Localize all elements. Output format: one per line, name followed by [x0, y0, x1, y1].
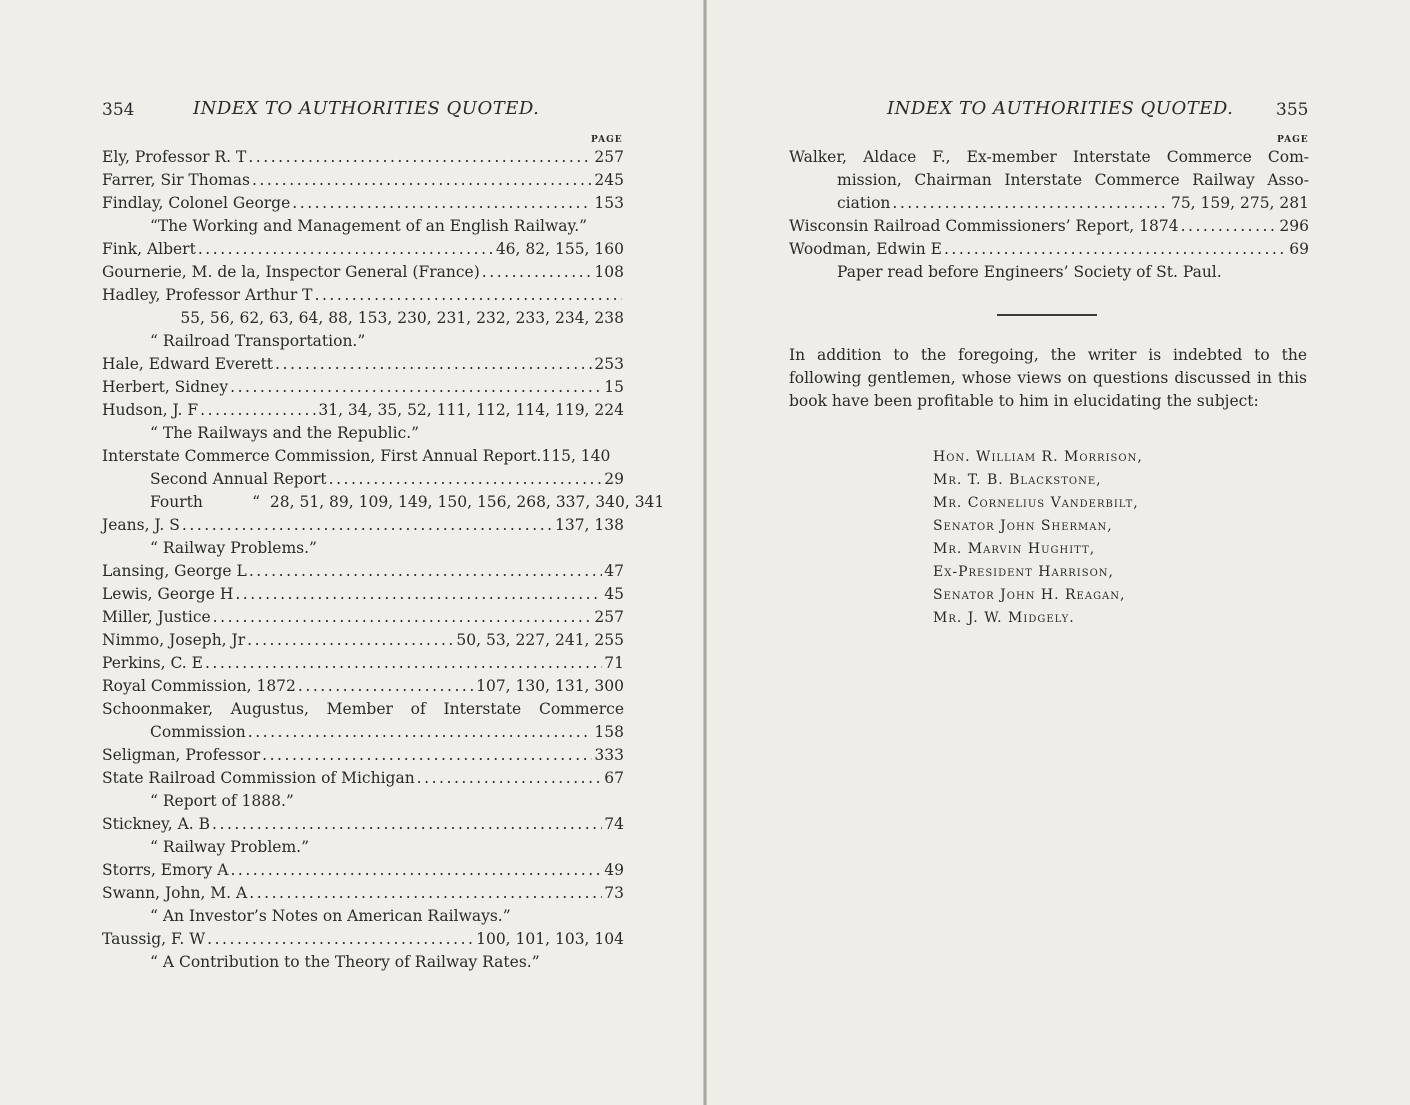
leader-dots	[249, 560, 602, 583]
entry-pages: 49	[604, 861, 624, 879]
page-column-label: PAGE	[1277, 135, 1309, 145]
entry-pages: 333	[594, 746, 624, 764]
entry-pages: 245	[594, 171, 624, 189]
entry-name: ciation	[837, 194, 891, 212]
index-subentry	[102, 721, 624, 744]
index-entry: Schoonmaker, Augustus, Member of Interstate Commerce	[102, 700, 624, 718]
page-number: 354	[102, 100, 135, 120]
entry-pages: 31, 34, 35, 52, 111, 112, 114, 119, 224	[318, 401, 624, 419]
leader-dots	[944, 238, 1287, 261]
entry-pages: 71	[604, 654, 624, 672]
entry-name: Royal Commission, 1872	[102, 677, 296, 695]
entry-pages: 50, 53, 227, 241, 255	[456, 631, 624, 649]
work-title: “ Railway Problems.”	[150, 539, 317, 557]
entry-pages: 74	[604, 815, 624, 833]
index-entry	[102, 169, 624, 192]
index-subentry	[102, 468, 624, 491]
work-title: “ Railway Problem.”	[150, 838, 309, 856]
work-title: “ An Investor’s Notes on American Railways.”	[150, 907, 511, 925]
right-page	[707, 0, 1410, 1105]
index-entry: Walker, Aldace F., Ex-member Interstate Commerce Com-	[789, 148, 1309, 166]
entry-name: Commission	[150, 723, 246, 741]
index-entry	[102, 859, 624, 882]
leader-dots	[249, 882, 602, 905]
entry-name: Taussig, F. W	[102, 930, 206, 948]
leader-dots	[213, 606, 593, 629]
section-divider	[997, 314, 1097, 316]
gentleman-name: Mr. Marvin Hughitt,	[933, 541, 1096, 557]
leader-dots	[198, 238, 494, 261]
leader-dots	[182, 514, 553, 537]
gentleman-name: Mr. Cornelius Vanderbilt,	[933, 495, 1139, 511]
index-entry	[102, 399, 624, 422]
leader-dots	[235, 583, 602, 606]
gentlemen-list	[933, 446, 1143, 630]
index-entry	[102, 192, 624, 215]
gentleman-name: Senator John H. Reagan,	[933, 587, 1126, 603]
leader-dots	[315, 284, 623, 307]
leader-dots	[247, 629, 454, 652]
gentleman-name: Senator John Sherman,	[933, 518, 1113, 534]
index-entry	[102, 353, 624, 376]
entry-pages: 67	[604, 769, 624, 787]
leader-dots	[230, 859, 602, 882]
entry-pages: 75, 159, 275, 281	[1170, 194, 1309, 212]
entry-pages: 29	[604, 470, 624, 488]
index-entry	[102, 514, 624, 537]
entry-pages: 47	[604, 562, 624, 580]
gentleman-name: Mr. T. B. Blackstone,	[933, 472, 1102, 488]
entry-name: Miller, Justice	[102, 608, 211, 626]
index-entry	[102, 560, 624, 583]
entry-name: Second Annual Report	[150, 470, 327, 488]
leader-dots	[298, 675, 474, 698]
entry-pages: 45	[604, 585, 624, 603]
index-subentry	[789, 192, 1309, 215]
entry-pages: 15	[604, 378, 624, 396]
index-entry	[102, 928, 624, 951]
work-title: “ Railroad Transportation.”	[150, 332, 366, 350]
index-entry	[102, 675, 624, 698]
leader-dots	[482, 261, 593, 284]
index-subentry: Fourth “ 28, 51, 89, 109, 149, 150, 156, 268, 337, 340, 341	[150, 493, 665, 511]
entry-name: Jeans, J. S	[102, 516, 180, 534]
leader-dots	[200, 399, 316, 422]
entry-pages: 296	[1279, 217, 1309, 235]
index-entry	[789, 215, 1309, 238]
entry-name: Perkins, C. E	[102, 654, 203, 672]
entry-name: Findlay, Colonel George	[102, 194, 291, 212]
index-entry	[102, 629, 624, 652]
index-entries	[102, 146, 665, 974]
index-entry	[102, 583, 624, 606]
index-entry	[102, 606, 624, 629]
leader-dots	[205, 652, 602, 675]
entry-pages: 46, 82, 155, 160	[495, 240, 624, 258]
index-entry: Interstate Commerce Commission, First Annual Report.115, 140	[102, 447, 611, 465]
page-number: 355	[1276, 100, 1309, 120]
entry-pages: 257	[594, 608, 624, 626]
leader-dots	[892, 192, 1169, 215]
leader-dots	[417, 767, 603, 790]
entry-name: Wisconsin Railroad Commissioners’ Report, 1874	[789, 217, 1179, 235]
entry-name: Storrs, Emory A	[102, 861, 229, 879]
page-continuation: 55, 56, 62, 63, 64, 88, 153, 230, 231, 232, 233, 234, 238	[180, 309, 624, 327]
entry-pages: 69	[1289, 240, 1309, 258]
entry-name: Woodman, Edwin E	[789, 240, 942, 258]
index-entry	[102, 652, 624, 675]
work-title: “ Report of 1888.”	[150, 792, 294, 810]
index-entry	[102, 376, 624, 399]
entry-pages: 257	[594, 148, 624, 166]
entry-pages: 108	[594, 263, 624, 281]
index-entry	[102, 767, 624, 790]
gentleman-name: Ex-President Harrison,	[933, 564, 1114, 580]
entry-pages: 107, 130, 131, 300	[476, 677, 624, 695]
entry-name: Seligman, Professor	[102, 746, 261, 764]
acknowledgement-paragraph: In addition to the foregoing, the writer is indebted to the following gentlemen, whose views on questions discussed in this book have been profitable to him in elucidating the subject:	[789, 346, 1307, 410]
entry-name: Farrer, Sir Thomas	[102, 171, 250, 189]
leader-dots	[292, 192, 592, 215]
work-title: Paper read before Engineers’ Society of St. Paul.	[837, 263, 1222, 281]
running-header: INDEX TO AUTHORITIES QUOTED.	[193, 98, 540, 119]
index-entry	[102, 261, 624, 284]
entry-name: Hudson, J. F	[102, 401, 199, 419]
entry-name: Lewis, George H	[102, 585, 234, 603]
leader-dots	[212, 813, 602, 836]
entry-pages: 100, 101, 103, 104	[476, 930, 624, 948]
entry-name: State Railroad Commission of Michigan	[102, 769, 415, 787]
index-entries	[789, 146, 1309, 284]
index-entry	[102, 882, 624, 905]
gentleman-name: Hon. William R. Morrison,	[933, 449, 1143, 465]
gentleman-name: Mr. J. W. Midgely.	[933, 610, 1075, 626]
work-title: “ The Railways and the Republic.”	[150, 424, 420, 442]
leader-dots	[1181, 215, 1278, 238]
entry-name: Lansing, George L	[102, 562, 247, 580]
leader-dots	[248, 721, 593, 744]
entry-pages: 137, 138	[554, 516, 624, 534]
entry-pages: 253	[594, 355, 624, 373]
entry-name: Stickney, A. B	[102, 815, 211, 833]
entry-name: Nimmo, Joseph, Jr	[102, 631, 246, 649]
entry-name: Fink, Albert	[102, 240, 196, 258]
leader-dots	[248, 146, 592, 169]
entry-pages: 158	[594, 723, 624, 741]
leader-dots	[230, 376, 602, 399]
leader-dots	[262, 744, 592, 767]
index-entry	[789, 238, 1309, 261]
entry-pages: 153	[594, 194, 624, 212]
entry-name: Swann, John, M. A	[102, 884, 248, 902]
leader-dots	[329, 468, 603, 491]
index-entry	[102, 284, 624, 307]
work-title: “ A Contribution to the Theory of Railway Rates.”	[150, 953, 540, 971]
index-entry	[102, 744, 624, 767]
page-column-label: PAGE	[591, 135, 623, 145]
entry-name: Gournerie, M. de la, Inspector General (France)	[102, 263, 480, 281]
entry-name: Ely, Professor R. T	[102, 148, 247, 166]
entry-pages: 73	[604, 884, 624, 902]
entry-name: Hale, Edward Everett	[102, 355, 274, 373]
work-title: “The Working and Management of an English Railway.”	[150, 217, 588, 235]
entry-name: Hadley, Professor Arthur T	[102, 286, 313, 304]
index-entry	[102, 238, 624, 261]
index-entry: mission, Chairman Interstate Commerce Railway Asso-	[837, 171, 1309, 189]
running-header: INDEX TO AUTHORITIES QUOTED.	[887, 98, 1234, 119]
leader-dots	[252, 169, 592, 192]
leader-dots	[275, 353, 592, 376]
leader-dots	[207, 928, 474, 951]
index-entry	[102, 146, 624, 169]
index-entry	[102, 813, 624, 836]
entry-name: Herbert, Sidney	[102, 378, 229, 396]
